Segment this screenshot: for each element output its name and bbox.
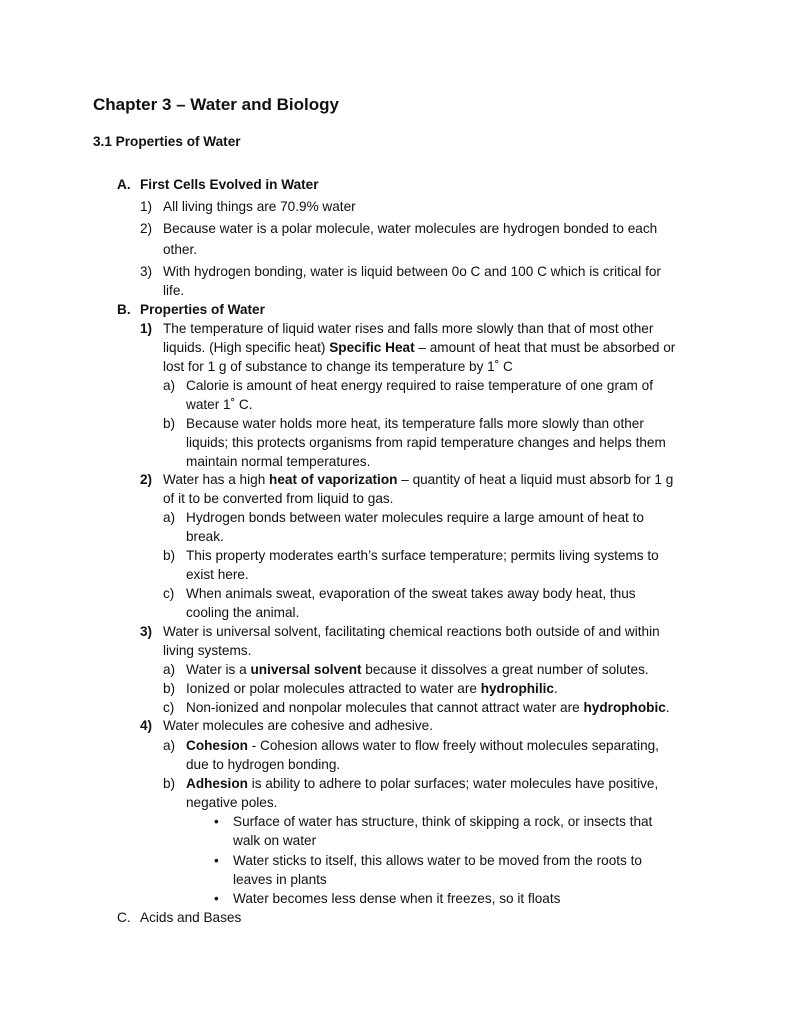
b2-sub-b-line-2: exist here. bbox=[186, 567, 249, 582]
b2-sub-c-line-1: When animals sweat, evaporation of the sweat takes away body heat, thus bbox=[186, 586, 636, 601]
a-item-3-text-cont: life. bbox=[163, 283, 185, 298]
a-item-2-text-cont: other. bbox=[163, 242, 198, 257]
b-item-4-line-1: Water molecules are cohesive and adhesive. bbox=[163, 718, 434, 733]
b3-sub-b-marker: b) bbox=[163, 681, 176, 696]
b3-sub-b-text: Ionized or polar molecules attracted to water are hydrophilic. bbox=[186, 681, 558, 696]
b1-sub-b-marker: b) bbox=[163, 416, 176, 431]
b2-sub-a-marker: a) bbox=[163, 510, 176, 525]
b-item-2-marker: 2) bbox=[140, 472, 153, 487]
a-item-1-marker: 1) bbox=[140, 199, 153, 214]
bullet-2-line-1: Water sticks to itself, this allows water to be moved from the roots to bbox=[233, 853, 642, 868]
b3-sub-a-text: Water is a universal solvent because it dissolves a great number of solutes. bbox=[186, 662, 649, 677]
bullet-icon: • bbox=[214, 891, 219, 906]
b-item-2-line-1: Water has a high heat of vaporization – quantity of heat a liquid must absorb for 1 g bbox=[163, 472, 674, 487]
section-c-marker: C. bbox=[117, 910, 131, 925]
term-adhesion: Adhesion bbox=[186, 776, 248, 791]
b4-sub-b-line-1: Adhesion is ability to adhere to polar surfaces; water molecules have positive, bbox=[186, 776, 659, 791]
b1-sub-b-line-1: Because water holds more heat, its temperature falls more slowly than other bbox=[186, 416, 644, 431]
b-item-4-marker: 4) bbox=[140, 718, 153, 733]
term-heat-of-vaporization: heat of vaporization bbox=[269, 472, 398, 487]
term-cohesion: Cohesion bbox=[186, 738, 248, 753]
b-item-1-marker: 1) bbox=[140, 321, 153, 336]
b4-sub-b-line-2: negative poles. bbox=[186, 795, 278, 810]
term-hydrophobic: hydrophobic bbox=[583, 700, 666, 715]
b-item-1-line-3: lost for 1 g of substance to change its temperature by 1˚ C bbox=[163, 359, 513, 374]
b2-sub-c-line-2: cooling the animal. bbox=[186, 605, 300, 620]
bullet-1-line-1: Surface of water has structure, think of skipping a rock, or insects that bbox=[233, 814, 653, 829]
a-item-2-marker: 2) bbox=[140, 221, 153, 236]
b-item-1-line-2: liquids. (High specific heat) Specific Heat – amount of heat that must be absorbed or bbox=[163, 340, 676, 355]
bullet-2-line-2: leaves in plants bbox=[233, 872, 327, 887]
b-item-3-line-2: living systems. bbox=[163, 643, 252, 658]
bullet-1-line-2: walk on water bbox=[233, 833, 317, 848]
b4-sub-a-line-1: Cohesion - Cohesion allows water to flow freely without molecules separating, bbox=[186, 738, 659, 753]
section-heading: 3.1 Properties of Water bbox=[93, 134, 241, 149]
b2-sub-c-marker: c) bbox=[163, 586, 175, 601]
b1-sub-a-line-1: Calorie is amount of heat energy required to raise temperature of one gram of bbox=[186, 378, 653, 393]
b3-sub-a-marker: a) bbox=[163, 662, 176, 677]
b2-sub-a-line-2: break. bbox=[186, 529, 224, 544]
b4-sub-a-line-2: due to hydrogen bonding. bbox=[186, 757, 341, 772]
a-item-3-marker: 3) bbox=[140, 264, 153, 279]
section-a-heading: First Cells Evolved in Water bbox=[140, 177, 319, 192]
b3-sub-c-marker: c) bbox=[163, 700, 175, 715]
b-item-3-marker: 3) bbox=[140, 624, 153, 639]
b4-sub-b-marker: b) bbox=[163, 776, 176, 791]
b-item-2-line-2: of it to be converted from liquid to gas. bbox=[163, 491, 394, 506]
b-item-3-line-1: Water is universal solvent, facilitating chemical reactions both outside of and within bbox=[163, 624, 660, 639]
bullet-icon: • bbox=[214, 814, 219, 829]
b-item-1-line-1: The temperature of liquid water rises and falls more slowly than that of most other bbox=[163, 321, 654, 336]
chapter-title: Chapter 3 – Water and Biology bbox=[93, 95, 339, 114]
b2-sub-b-line-1: This property moderates earth’s surface temperature; permits living systems to bbox=[186, 548, 659, 563]
b1-sub-b-line-2: liquids; this protects organisms from rapid temperature changes and helps them bbox=[186, 435, 666, 450]
b2-sub-a-line-1: Hydrogen bonds between water molecules require a large amount of heat to bbox=[186, 510, 644, 525]
b1-sub-b-line-3: maintain normal temperatures. bbox=[186, 454, 371, 469]
b2-sub-b-marker: b) bbox=[163, 548, 176, 563]
a-item-1-text: All living things are 70.9% water bbox=[163, 199, 356, 214]
term-specific-heat: Specific Heat bbox=[329, 340, 415, 355]
b1-sub-a-marker: a) bbox=[163, 378, 176, 393]
term-hydrophilic: hydrophilic bbox=[480, 681, 554, 696]
b3-sub-c-text: Non-ionized and nonpolar molecules that cannot attract water are hydrophobic. bbox=[186, 700, 670, 715]
bullet-3-line-1: Water becomes less dense when it freezes, so it floats bbox=[233, 891, 561, 906]
b4-sub-a-marker: a) bbox=[163, 738, 176, 753]
bullet-icon: • bbox=[214, 853, 219, 868]
a-item-2-text: Because water is a polar molecule, water molecules are hydrogen bonded to each bbox=[163, 221, 658, 236]
b1-sub-a-line-2: water 1˚ C. bbox=[186, 397, 253, 412]
section-b-marker: B. bbox=[117, 302, 131, 317]
a-item-3-text: With hydrogen bonding, water is liquid between 0o C and 100 C which is critical for bbox=[163, 264, 661, 279]
section-c-heading: Acids and Bases bbox=[140, 910, 242, 925]
section-b-heading: Properties of Water bbox=[140, 302, 265, 317]
term-universal-solvent: universal solvent bbox=[250, 662, 362, 677]
section-a-marker: A. bbox=[117, 177, 131, 192]
